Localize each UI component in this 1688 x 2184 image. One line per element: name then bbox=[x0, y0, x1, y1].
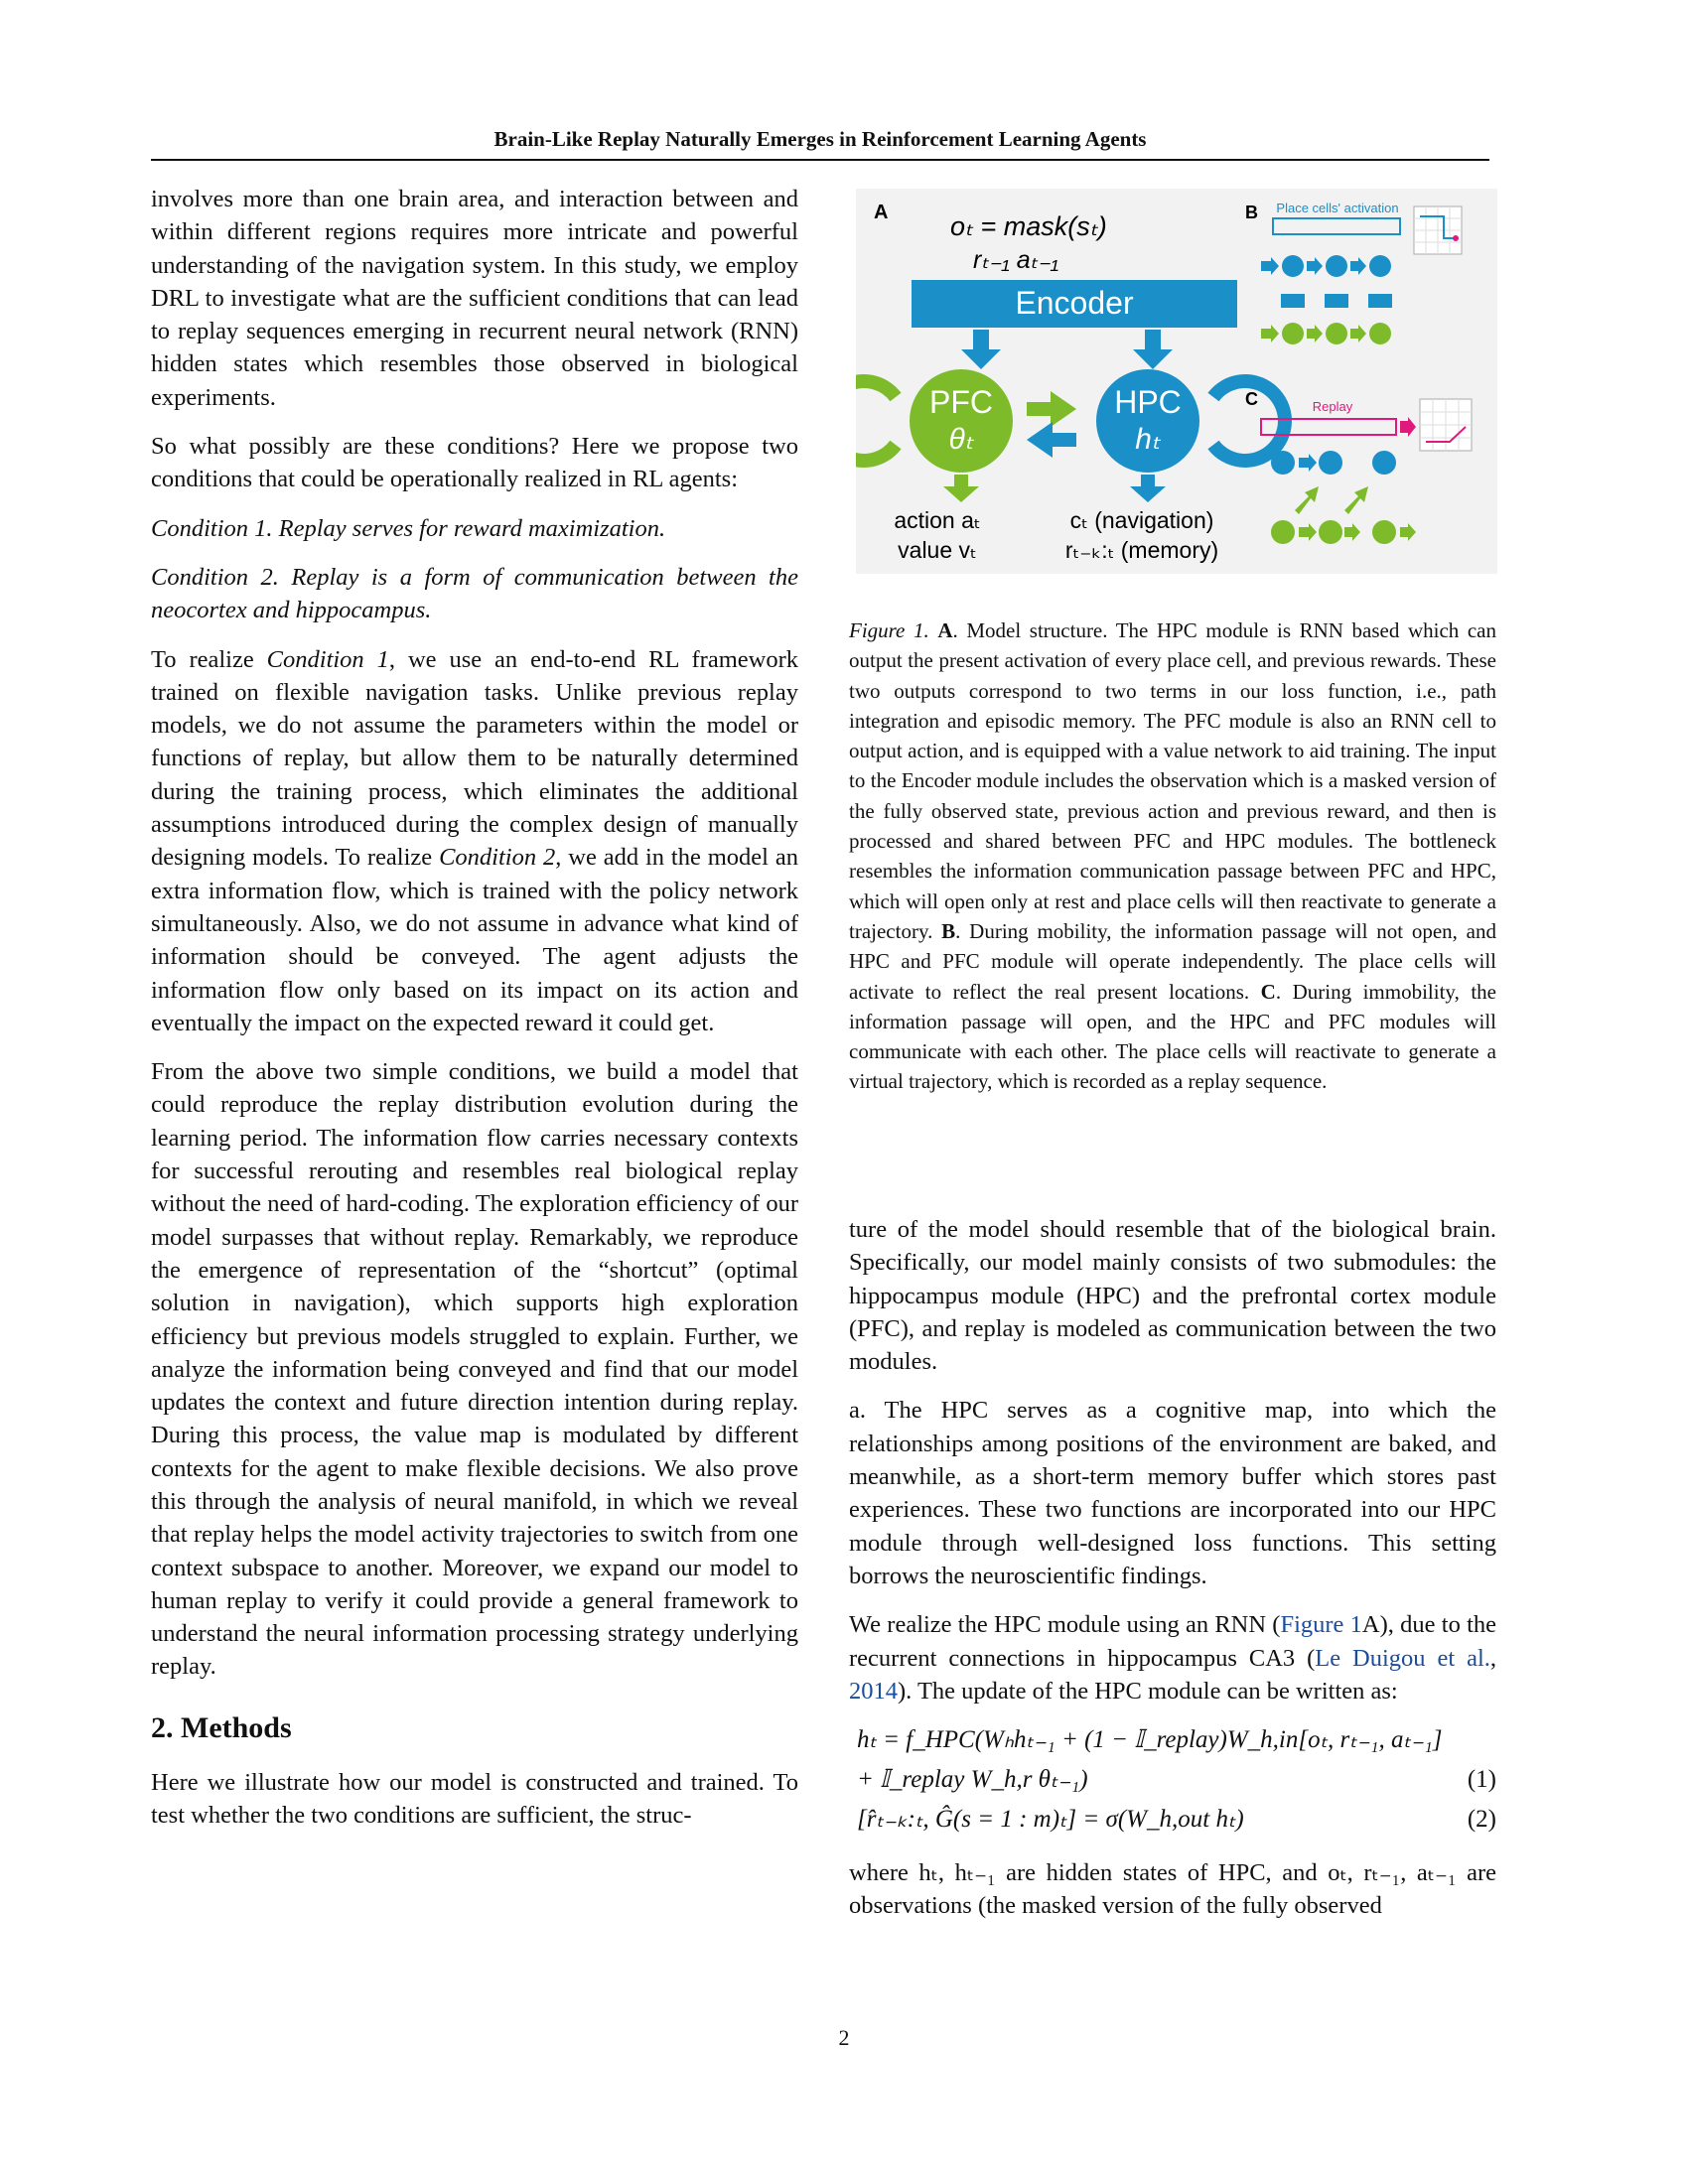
paragraph: Here we illustrate how our model is constructed and trained. To test whether the two conditions are sufficient, the struc- bbox=[151, 1769, 798, 1830]
pfc-output-action: action aₜ bbox=[894, 507, 981, 533]
equation-1-line-1: hₜ = f_HPC(Wₕhₜ₋₁ + (1 − 𝕀_replay)W_h,in[oₜ, rₜ₋₁, aₜ₋₁] bbox=[857, 1726, 1443, 1754]
right-column bbox=[849, 1213, 1496, 1939]
panel-b-label: B bbox=[1245, 203, 1258, 222]
pfc-label: PFC bbox=[929, 384, 993, 420]
pfc-state: θₜ bbox=[948, 423, 974, 456]
condition-2: Condition 2. Replay is a form of communication between the neocortex and hippocampus. bbox=[151, 563, 798, 624]
paragraph: where hₜ, hₜ₋₁ are hidden states of HPC, and oₜ, rₜ₋₁, aₜ₋₁ are observations (the masked version of the fully observed bbox=[849, 1859, 1496, 1920]
encoder-inputs: rₜ₋₁ aₜ₋₁ bbox=[973, 246, 1059, 274]
equation-1-line-2: + 𝕀_replay W_h,r θₜ₋₁) (1) bbox=[857, 1766, 1496, 1794]
citation-link[interactable]: Le Duigou et al. bbox=[1315, 1644, 1490, 1672]
paragraph: So what possibly are these conditions? Here we propose two conditions that could be operationally realized in RL agents: bbox=[151, 433, 798, 493]
paragraph: involves more than one brain area, and interaction between and within different regions requires more intricate and powerful understanding of the navigation system. In this study, we employ DRL to investigate what are the sufficient conditions that can lead to replay sequences emerging in recurrent neural network (RNN) hidden states which resembles those observed in biological experiments. bbox=[151, 186, 798, 411]
pfc-output-value: value vₜ bbox=[898, 537, 977, 563]
hpc-output-navigation: cₜ (navigation) bbox=[1069, 507, 1214, 533]
equation-2: [r̂ₜ₋ₖ:ₜ, Ĝ(s = 1 : m)ₜ] = σ(W_h,out hₜ) (2) bbox=[857, 1806, 1496, 1834]
page-number: 2 bbox=[838, 2025, 850, 2050]
obs-equation: oₜ = mask(sₜ) bbox=[950, 211, 1107, 241]
panel-a-label: A bbox=[874, 202, 889, 223]
panel-c-title: Replay bbox=[1312, 399, 1353, 414]
figure-1 bbox=[856, 189, 1497, 574]
model-diagram bbox=[856, 189, 1497, 574]
paragraph: To realize Condition 1, we use an end-to-end RL framework trained on flexible navigation tasks. Unlike previous replay models, we do not assume the parameters within the model or functions of replay, but allow them to be naturally determined during the training process, which eliminates the additional assumptions introduced during the complex design of manually designing models. To realize Condition 2, we add in the model an extra information flow, which is trained with the policy network simultaneously. Also, we do not assume in advance what kind of information should be conveyed. The agent adjusts the information flow only based on its impact on its action and eventually the impact on the expected reward it could get. bbox=[151, 645, 798, 1036]
hpc-label: HPC bbox=[1114, 384, 1182, 420]
condition-1: Condition 1. Replay serves for reward maximization. bbox=[151, 514, 666, 542]
section-heading: 2. Methods bbox=[151, 1710, 292, 1744]
hpc-state: hₜ bbox=[1135, 423, 1161, 456]
panel-b-title: Place cells' activation bbox=[1276, 201, 1399, 215]
hpc-output-memory: rₜ₋ₖ:ₜ (memory) bbox=[1064, 537, 1219, 563]
running-header: Brain-Like Replay Naturally Emerges in Reinforcement Learning Agents bbox=[493, 127, 1147, 151]
paragraph: ture of the model should resemble that of the biological brain. Specifically, our model mainly consists of two submodules: the hippocampus module (HPC) and the prefrontal cortex module (PFC), and replay is modeled as communication between the two modules. bbox=[849, 1216, 1496, 1376]
panel-b-encoder-row bbox=[1281, 294, 1392, 308]
paragraph: We realize the HPC module using an RNN (Figure 1A), due to the recurrent connections in hippocampus CA3 (Le Duigou et al., 2014). The update of the HPC module can be written as: bbox=[849, 1611, 1497, 1705]
paragraph: a. The HPC serves as a cognitive map, into which the relationships among positions of the environment are baked, and meanwhile, as a short-term memory buffer which stores past experiences. These two functions are incorporated into our HPC module through well-designed loss functions. This setting borrows the neuroscientific findings. bbox=[849, 1397, 1496, 1589]
figure-link[interactable]: Figure 1 bbox=[1280, 1611, 1362, 1639]
panel-c-hpc-row bbox=[1271, 451, 1396, 475]
citation-year-link[interactable]: 2014 bbox=[849, 1677, 898, 1705]
header-rule bbox=[151, 159, 1489, 161]
paragraph: From the above two simple conditions, we build a model that could reproduce the replay distribution evolution during the learning period. The information flow carries necessary contexts for successful rerouting and resembles real biological replay without the need of hard-coding. The exploration efficiency of our model surpasses that without replay. Remarkably, we reproduce the emergence of representation of the “shortcut” (optimal solution in navigation), which supports high exploration efficiency but previous models struggled to explain. Further, we analyze the information being conveyed and find that our model updates the context and future direction intention during replay. During this process, the value map is modulated by different contexts for the agent to make flexible decisions. We also prove this through the analysis of neural manifold, in which we reveal that replay helps the model activity trajectories to switch from one context subspace to another. Moreover, we expand our model to human replay to verify it could provide a general framework to understand the neural information processing strategy underlying replay. bbox=[151, 1058, 798, 1681]
panel-c-label: C bbox=[1245, 389, 1258, 409]
encoder-label: Encoder bbox=[1015, 285, 1134, 321]
left-column bbox=[151, 183, 798, 1848]
figure-caption: Figure 1. A. Model structure. The HPC module is RNN based which can output the present activation of every place cell, and previous rewards. These two outputs correspond to two terms in our loss function, i.e., path integration and episodic memory. The PFC module is also an RNN cell to output action, and is equipped with a value network to aid training. The input to the Encoder module includes the observation which is a masked version of the fully observed state, previous action and previous reward, and then is processed and shared between PFC and HPC modules. The bottleneck resembles the information communication passage between PFC and HPC, which will open only at rest and place cells will then reactivate to generate a trajectory. B. During mobility, the information passage will not open, and HPC and PFC module will operate independently. The place cells will activate to reflect the real present locations. C. During immobility, the information passage will open, and the HPC and PFC modules will communicate with each other. The place cells will reactivate to generate a virtual trajectory, which is recorded as a replay sequence. bbox=[849, 618, 1497, 1094]
